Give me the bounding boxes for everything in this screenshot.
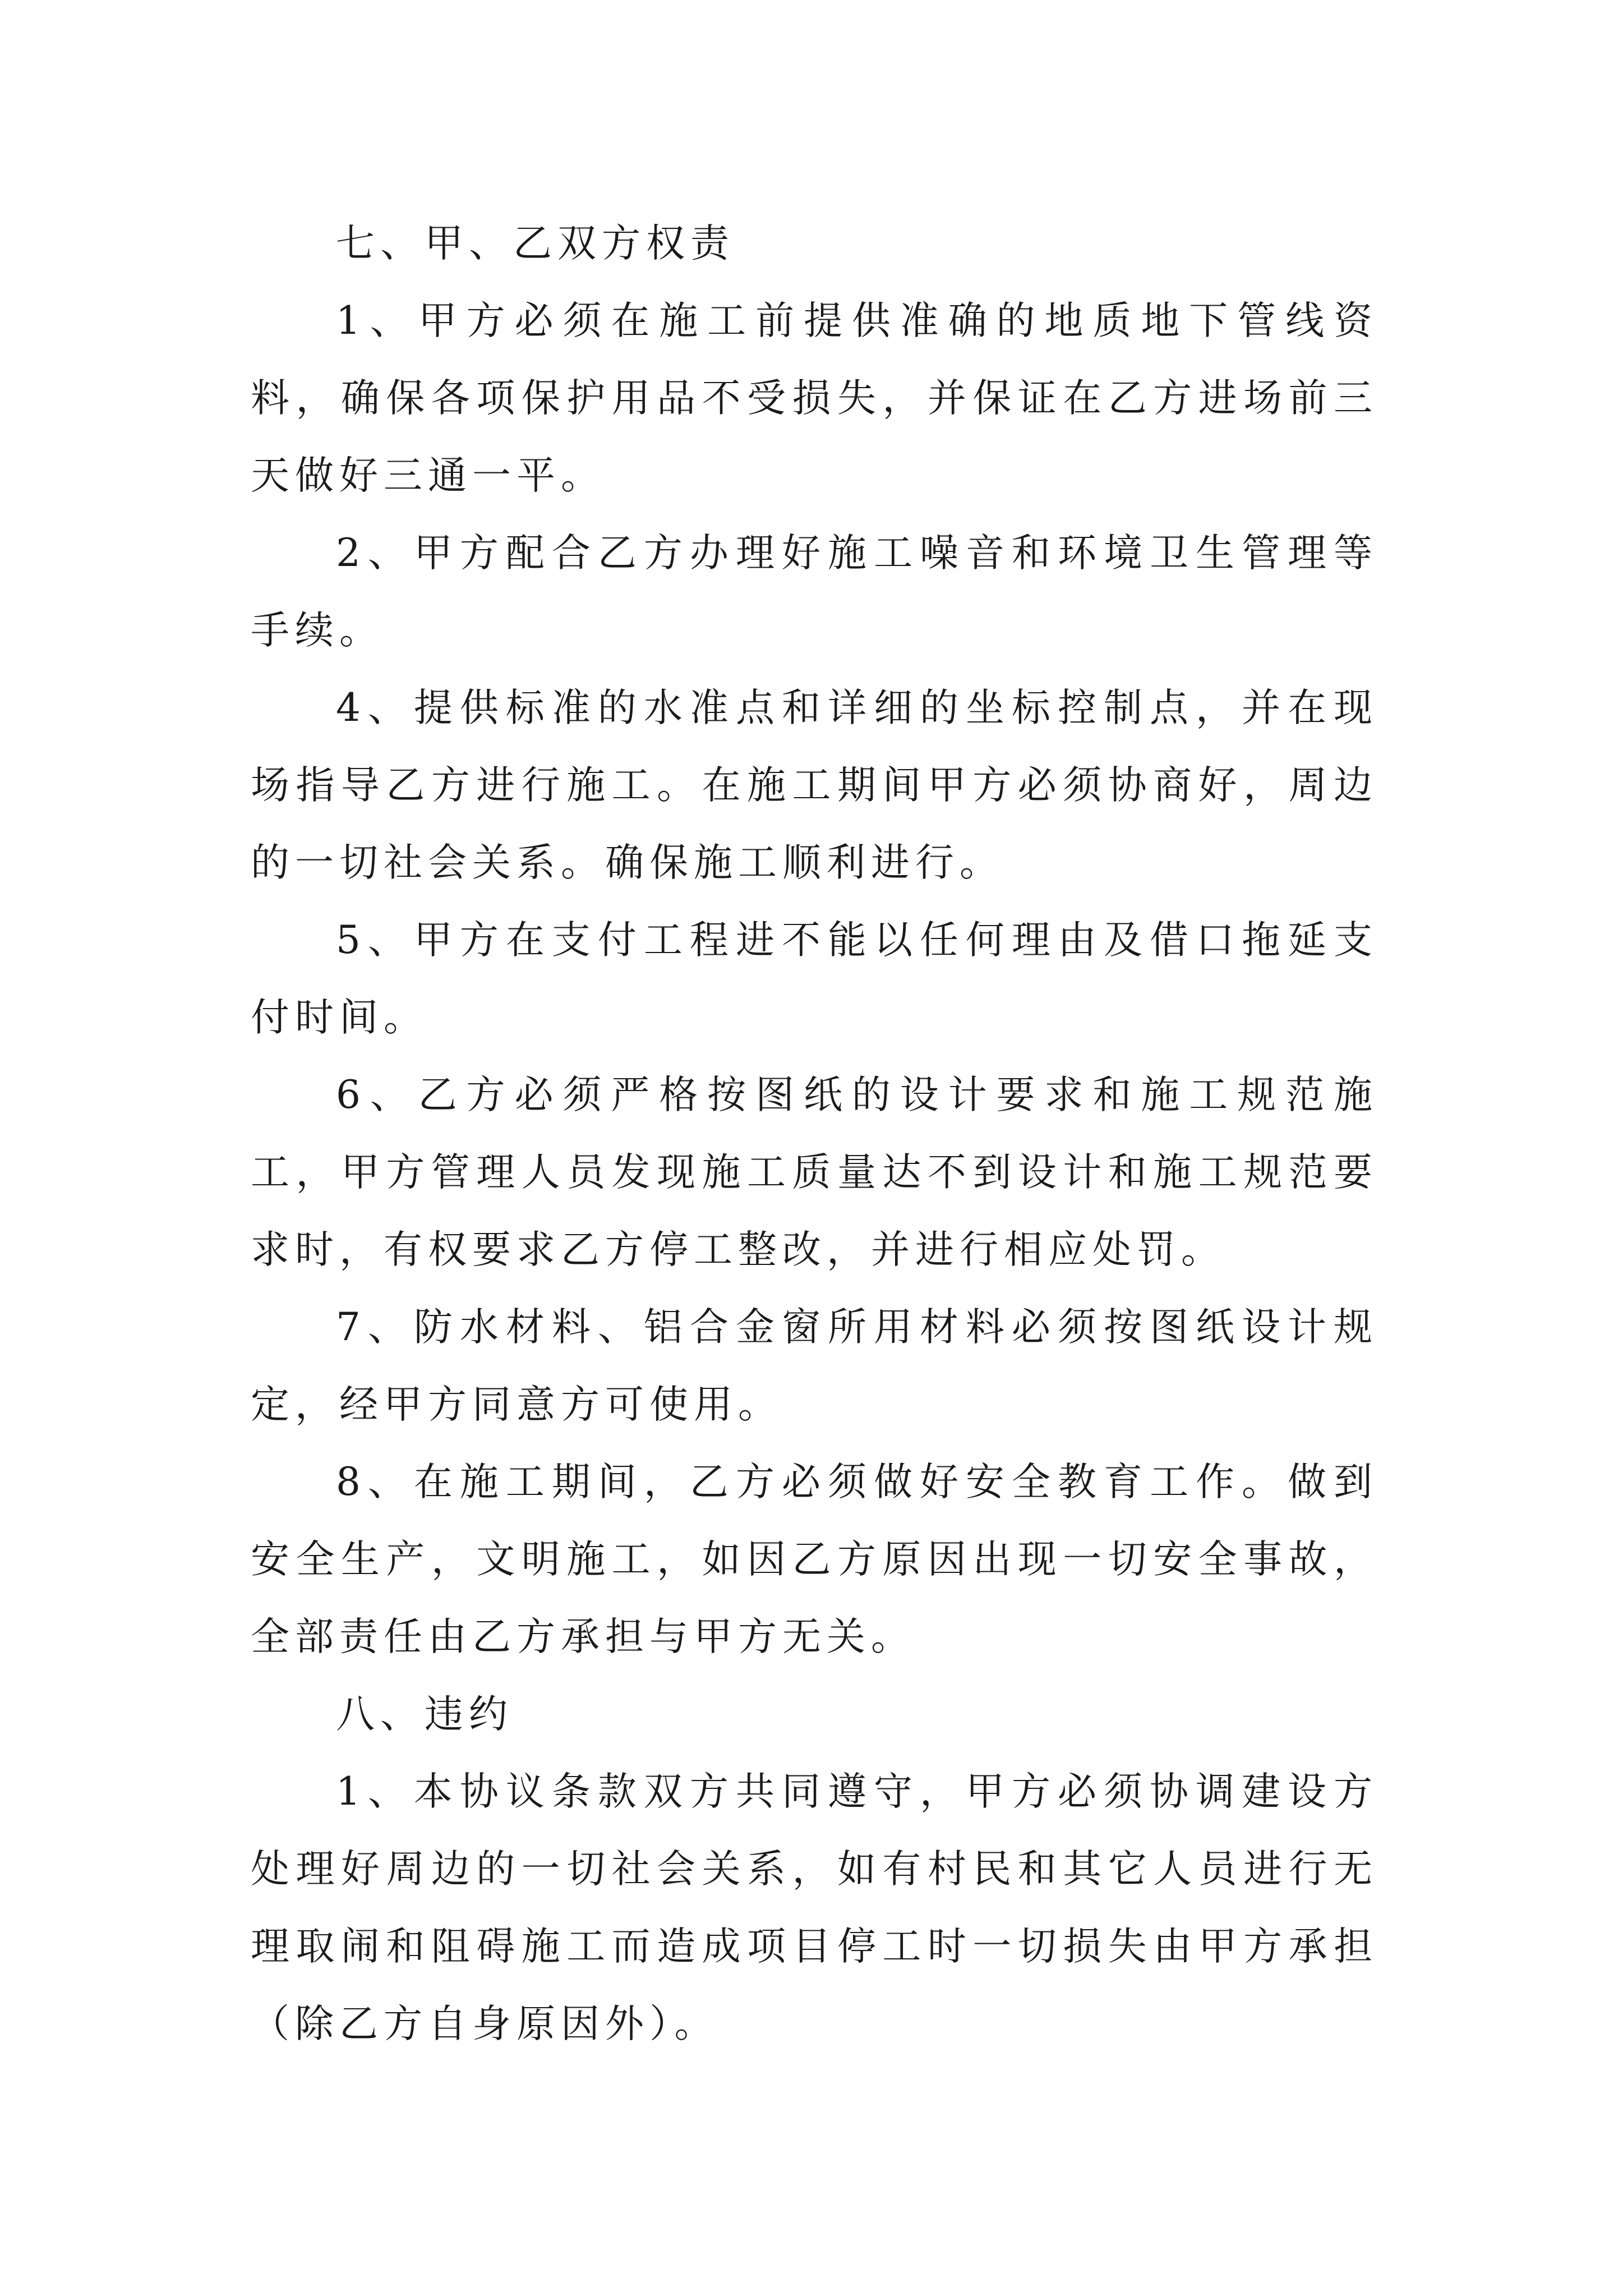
section-heading-rights: 七、甲、乙双方权责 — [336, 221, 735, 266]
section-heading-breach: 八、违约 — [336, 1692, 513, 1737]
clause-8-1: 1、本协议条款双方共同遵守，甲方必须协调建设方处理好周边的一切社会关系，如有村民和其它人员进行无理取闹和阻碍施工而造成项目停工时一切损失由甲方承担（除乙方自身原因外）。 — [251, 1769, 1378, 2046]
clause-7-1: 1、甲方必须在施工前提供准确的地质地下管线资料，确保各项保护用品不受损失，并保证在乙方进场前三天做好三通一平。 — [251, 298, 1378, 498]
clause-7-5: 5、甲方在支付工程进不能以任何理由及借口拖延支付时间。 — [251, 918, 1378, 1040]
document-body — [251, 205, 1378, 2063]
clause-7-2: 2、甲方配合乙方办理好施工噪音和环境卫生管理等手续。 — [251, 531, 1378, 653]
clause-7-8: 8、在施工期间，乙方必须做好安全教育工作。做到安全生产，文明施工，如因乙方原因出现一切安全事故，全部责任由乙方承担与甲方无关。 — [251, 1460, 1378, 1659]
clause-7-6: 6、乙方必须严格按图纸的设计要求和施工规范施工，甲方管理人员发现施工质量达不到设计和施工规范要求时，有权要求乙方停工整改，并进行相应处罚。 — [251, 1073, 1378, 1272]
clause-7-7: 7、防水材料、铝合金窗所用材料必须按图纸设计规定，经甲方同意方可使用。 — [251, 1305, 1378, 1427]
clause-7-4: 4、提供标准的水准点和详细的坐标控制点，并在现场指导乙方进行施工。在施工期间甲方必须协商好，周边的一切社会关系。确保施工顺利进行。 — [251, 685, 1378, 885]
